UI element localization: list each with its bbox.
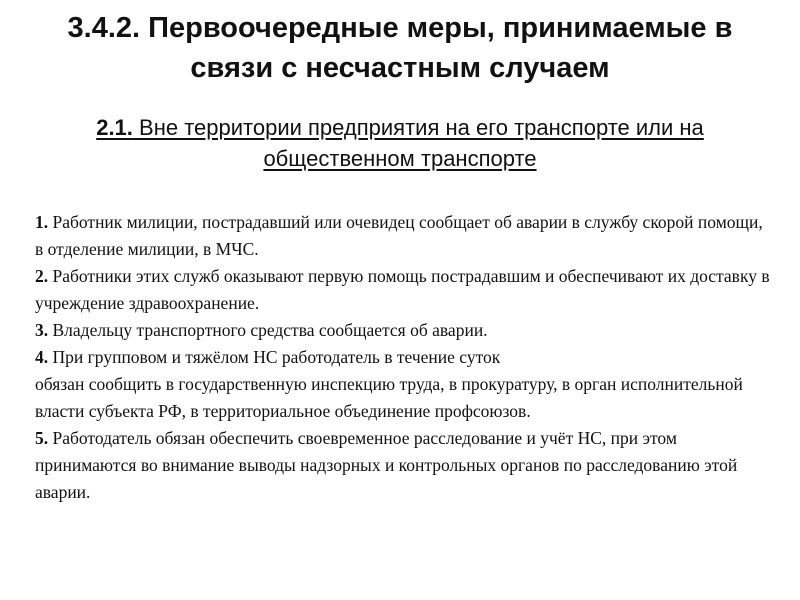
list-item (35, 425, 775, 506)
list-item (35, 209, 775, 263)
list-item-number: 2. (35, 266, 49, 286)
list-item-number: 3. (35, 320, 49, 340)
list-item-text: Владельцу транспортного средства сообщается об аварии. (48, 320, 488, 340)
list-item-text-continued: обязан сообщить в государственную инспекцию труда, в прокуратуру, в орган исполнительной власти субъекта РФ, в территориальное объединение профсоюзов. (35, 374, 743, 421)
list-item-number: 5. (35, 428, 49, 448)
section-subtitle-number: 2.1. (96, 115, 133, 140)
section-subtitle-line-1 (4, 112, 796, 143)
section-subtitle-text-1: Вне территории предприятия на его транспорте или на (132, 115, 704, 140)
list-item (35, 263, 775, 317)
list-item-text: Работники этих служб оказывают первую помощь пострадавшим и обеспечивают их доставку в учреждение здравоохранение. (35, 266, 770, 313)
list-item-text: Работник милиции, пострадавший или очевидец сообщает об аварии в службу скорой помощи, в отделение милиции, в МЧС. (35, 212, 763, 259)
slide-title-line-1: 3.4.2. Первоочередные меры, принимаемые в (67, 12, 733, 44)
list-item (35, 317, 775, 344)
section-subtitle (4, 112, 796, 174)
list-item-text: Работодатель обязан обеспечить своевременное расследование и учёт НС, при этом принимаются во внимание выводы надзорных и контрольных органов по расследованию этой аварии. (35, 428, 738, 502)
section-subtitle-line-2: общественном транспорте (263, 146, 537, 171)
slide-title (10, 8, 790, 88)
slide-title-line-2: связи с несчастным случаем (190, 52, 610, 84)
list-item-text: При групповом и тяжёлом НС работодатель в течение суток (48, 347, 501, 367)
list-item (35, 344, 775, 425)
measures-list (35, 209, 775, 506)
list-item-number: 4. (35, 347, 49, 367)
list-item-number: 1. (35, 212, 49, 232)
